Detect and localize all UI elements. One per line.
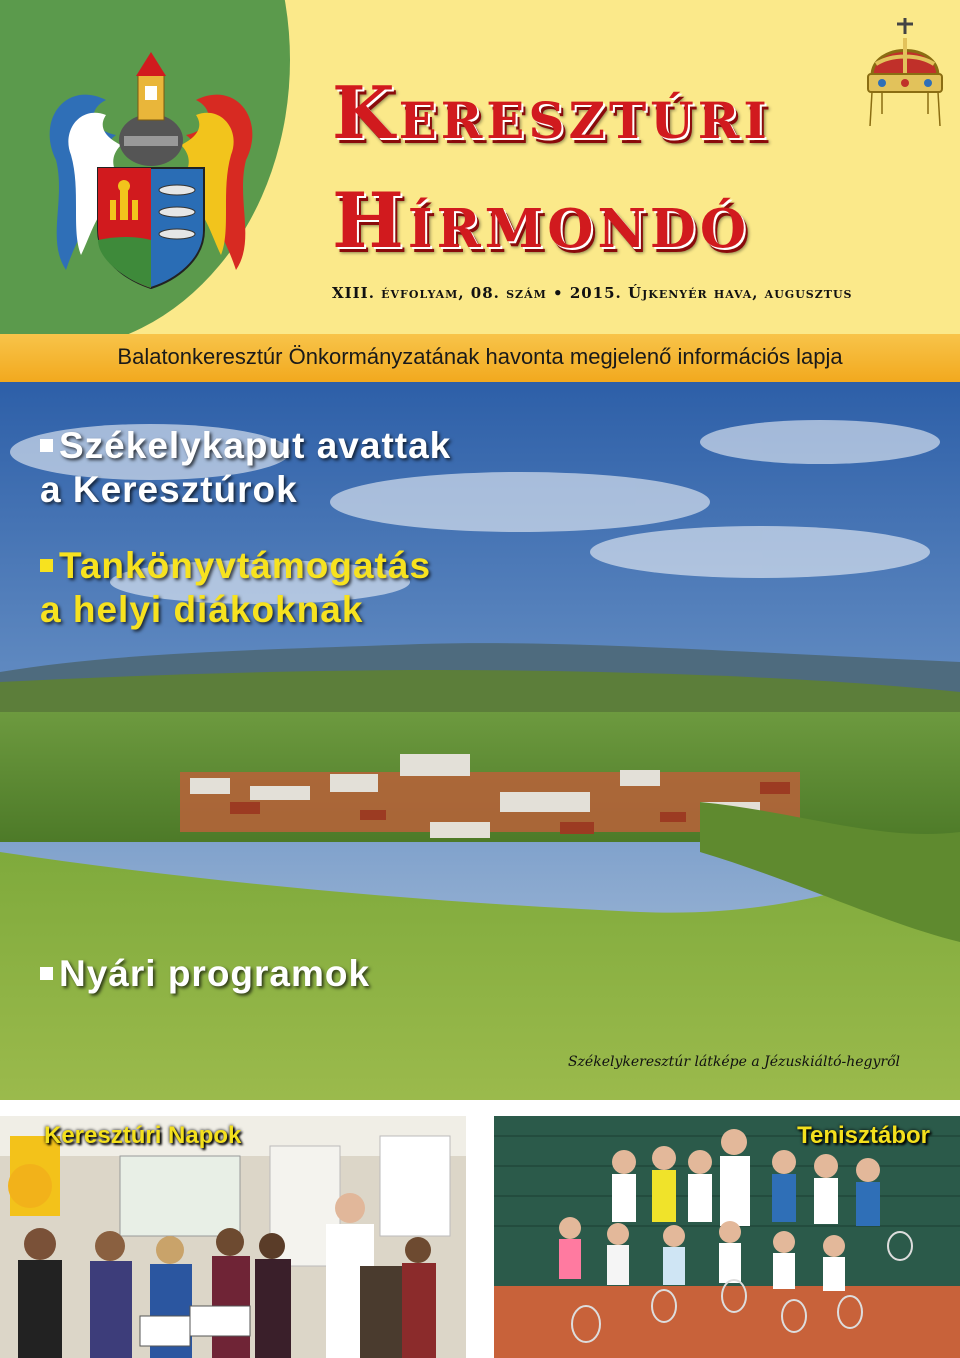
bullet-icon bbox=[40, 439, 53, 452]
headline-tankonyv: Tankönyvtámogatás a helyi diákoknak bbox=[40, 545, 432, 630]
event-photo bbox=[0, 1116, 466, 1358]
photo-tenisztabor bbox=[494, 1116, 960, 1358]
photo-keresztur-napok bbox=[0, 1116, 466, 1358]
subtitle: Balatonkeresztúr Önkormányzatának havonta megjelenő információs lapja bbox=[117, 344, 843, 369]
bullet-icon bbox=[40, 967, 53, 980]
subtitle-band bbox=[0, 334, 960, 382]
photo-label-left: Keresztúri Napok bbox=[44, 1122, 242, 1149]
photo-caption: Székelykeresztúr látképe a Jézuskiáltó-hegyről bbox=[567, 1054, 900, 1070]
tennis-camp-photo bbox=[494, 1116, 960, 1358]
title-line-1: Keresztúri bbox=[332, 70, 771, 155]
title-line-2: Hírmondó bbox=[332, 176, 751, 265]
headline-nyari: Nyári programok bbox=[40, 952, 370, 996]
holy-crown-icon bbox=[862, 14, 948, 134]
headline-szekelykapu: Székelykaput avattak a Keresztúrok bbox=[40, 425, 452, 510]
coat-of-arms-icon bbox=[36, 40, 266, 290]
bullet-icon bbox=[40, 559, 53, 572]
issue-info: XIII. évfolyam, 08. szám • 2015. Újkenyér hava, augusztus bbox=[332, 284, 853, 302]
masthead bbox=[0, 0, 960, 334]
photo-label-right: Tenisztábor bbox=[797, 1122, 930, 1149]
